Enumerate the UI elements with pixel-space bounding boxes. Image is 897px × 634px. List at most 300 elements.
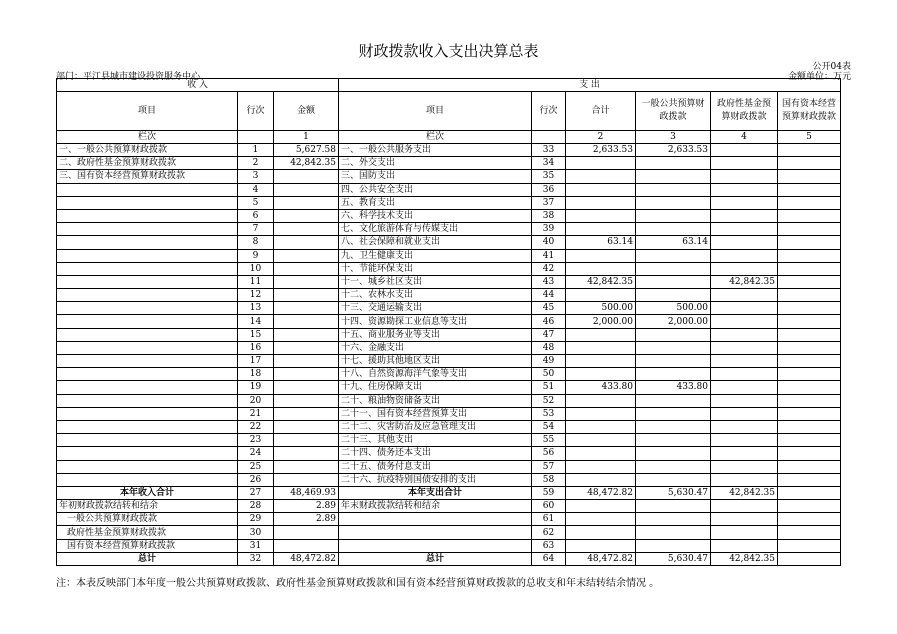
cell-in-item: 本年收入合计 [57,486,238,499]
cell-ex-item [339,513,532,526]
cell-in-amt [274,526,339,539]
cell-in-item [57,249,238,262]
cell-fund [711,249,778,262]
cell-ex-item: 十九、住房保障支出 [339,381,532,394]
table-row [57,447,841,460]
cell-general: 433.80 [636,381,711,394]
cell-state [778,275,841,288]
cell-in-no: 3 [238,170,274,183]
cell-total: 433.80 [566,381,636,394]
cell-in-no: 11 [238,275,274,288]
cell-in-amt [274,209,339,222]
cell-in-amt [274,460,339,473]
cell-general [636,170,711,183]
cell-state [778,539,841,552]
cell-state [778,513,841,526]
table-row [57,381,841,394]
cell-ex-no: 41 [532,249,566,262]
cell-ex-item: 五、教育支出 [339,196,532,209]
cell-total [566,434,636,447]
cell-in-no: 12 [238,289,274,302]
cell-ex-item: 四、公共安全支出 [339,183,532,196]
cell-in-no: 7 [238,223,274,236]
cell-ex-item: 十一、城乡社区支出 [339,275,532,288]
cell-ex-no: 44 [532,289,566,302]
cell-fund [711,328,778,341]
cell-in-no: 31 [238,539,274,552]
cell-in-item [57,394,238,407]
cell-fund [711,420,778,433]
cell-total: 48,472.82 [566,552,636,565]
cell-state [778,328,841,341]
cell-in-no: 6 [238,209,274,222]
expense-line-header: 行次 [532,92,566,131]
fund-budget-header: 政府性基金预算财政拨款 [711,92,778,131]
cell-state [778,473,841,486]
column-header-row [57,92,841,131]
expense-section-header: 支 出 [339,79,841,92]
form-number: 公开04表 [812,62,851,72]
cell-in-item [57,447,238,460]
cell-ex-no: 57 [532,460,566,473]
cell-fund [711,473,778,486]
cell-ex-item: 十五、商业服务业等支出 [339,328,532,341]
section-header-row [57,79,841,92]
cell-ex-no: 64 [532,552,566,565]
cell-general [636,289,711,302]
cell-fund [711,144,778,157]
cell-general [636,328,711,341]
cell-in-no: 32 [238,552,274,565]
cell-in-amt [274,302,339,315]
cell-total [566,223,636,236]
cell-fund [711,539,778,552]
cell-ex-item: 总计 [339,552,532,565]
cell-in-amt [274,236,339,249]
income-line-header: 行次 [238,92,274,131]
cell-ex-item: 二十一、国有资本经营预算支出 [339,407,532,420]
footnote: 注：本表反映部门本年度一般公共预算财政拨款、政府性基金预算财政拨款和国有资本经营预算财政拨款的总收支和年末结转结余情况 。 [56,578,660,589]
cell-ex-item: 十七、援助其他地区支出 [339,355,532,368]
cell-general [636,196,711,209]
cell-ex-item [339,539,532,552]
cell-ex-no: 49 [532,355,566,368]
cell-in-no: 18 [238,368,274,381]
cell-in-item: 一般公共预算财政拨款 [57,513,238,526]
table-row [57,157,841,170]
cell-total [566,394,636,407]
cell-in-item [57,473,238,486]
cell-in-amt: 2.89 [274,513,339,526]
table-row [57,183,841,196]
cell-in-amt [274,407,339,420]
cell-in-amt [274,223,339,236]
cell-ex-item: 十三、交通运输支出 [339,302,532,315]
cell-state [778,526,841,539]
cell-in-amt: 48,472.82 [274,552,339,565]
cell-fund [711,262,778,275]
cell-general [636,473,711,486]
table-row [57,434,841,447]
cell-in-item [57,381,238,394]
cell-fund [711,315,778,328]
cell-general [636,407,711,420]
cell-ex-no: 54 [532,420,566,433]
cell-state [778,407,841,420]
cell-in-amt [274,420,339,433]
cell-state [778,223,841,236]
table-row [57,368,841,381]
table-row [57,262,841,275]
cell-general [636,447,711,460]
table-row [57,420,841,433]
cell-total [566,539,636,552]
cell-ex-no: 43 [532,275,566,288]
cell-state [778,183,841,196]
cell-fund [711,447,778,460]
cell-in-item: 年初财政拨款结转和结余 [57,500,238,513]
cell-ex-no: 51 [532,381,566,394]
cell-in-item [57,407,238,420]
cell-in-no: 2 [238,157,274,170]
cell-in-item: 三、国有资本经营预算财政拨款 [57,170,238,183]
cell-total [566,328,636,341]
income-section-header: 收 入 [57,79,339,92]
cell-in-no: 14 [238,315,274,328]
cell-ex-item: 十六、金融支出 [339,341,532,354]
cell-in-no: 29 [238,513,274,526]
cell-total: 2,633.53 [566,144,636,157]
income-amount-header: 金额 [274,92,339,131]
cell-ex-no: 48 [532,341,566,354]
cell-state [778,355,841,368]
cell-ex-no: 36 [532,183,566,196]
cell-fund [711,183,778,196]
cell-in-amt [274,249,339,262]
cell-in-amt [274,539,339,552]
cell-total [566,473,636,486]
cell-fund [711,513,778,526]
cell-total [566,289,636,302]
cell-total [566,447,636,460]
cell-fund [711,434,778,447]
cell-general [636,341,711,354]
cell-ex-item: 二十三、其他支出 [339,434,532,447]
cell-in-no: 4 [238,183,274,196]
cell-in-no: 22 [238,420,274,433]
cell-ex-no: 37 [532,196,566,209]
cell-in-item [57,209,238,222]
cell-in-no: 10 [238,262,274,275]
cell-in-no: 1 [238,144,274,157]
cell-fund: 42,842.35 [711,486,778,499]
cell-fund [711,223,778,236]
summary-row [57,526,841,539]
cell-in-item [57,341,238,354]
cell-in-no: 17 [238,355,274,368]
cell-fund [711,355,778,368]
summary-row [57,500,841,513]
income-item-header: 项目 [57,92,238,131]
cell-in-item: 一、一般公共预算财政拨款 [57,144,238,157]
cell-state [778,500,841,513]
cell-in-no: 27 [238,486,274,499]
summary-row [57,539,841,552]
cell-in-no: 9 [238,249,274,262]
table-row [57,302,841,315]
cell-general [636,513,711,526]
summary-row [57,513,841,526]
cell-state [778,420,841,433]
table-row [57,328,841,341]
cell-fund [711,394,778,407]
cell-ex-no: 33 [532,144,566,157]
table-row [57,473,841,486]
cell-general: 5,630.47 [636,486,711,499]
cell-in-item [57,460,238,473]
summary-row [57,486,841,499]
cell-ex-no: 46 [532,315,566,328]
cell-in-no: 20 [238,394,274,407]
cell-ex-item: 六、科学技术支出 [339,209,532,222]
summary-row [57,552,841,565]
cell-ex-item: 二十二、灾害防治及应急管理支出 [339,420,532,433]
cell-general [636,500,711,513]
cell-general [636,157,711,170]
cell-total: 48,472.82 [566,486,636,499]
cell-ex-no: 63 [532,539,566,552]
cell-ex-no: 60 [532,500,566,513]
department-label: 部门：平江县城市建设投资服务中心 [56,72,201,82]
cell-ex-item: 二、外交支出 [339,157,532,170]
cell-in-amt: 42,842.35 [274,157,339,170]
cell-fund [711,302,778,315]
cell-in-no: 28 [238,500,274,513]
cell-in-amt [274,355,339,368]
cell-ex-no: 52 [532,394,566,407]
cell-ex-no: 62 [532,526,566,539]
cell-in-item [57,420,238,433]
cell-fund [711,157,778,170]
column-number-row [57,131,841,144]
cell-in-item [57,355,238,368]
cell-in-item [57,262,238,275]
cell-in-amt: 48,469.93 [274,486,339,499]
table-row [57,144,841,157]
cell-general [636,368,711,381]
cell-in-no: 15 [238,328,274,341]
cell-in-item: 二、政府性基金预算财政拨款 [57,157,238,170]
cell-in-item [57,434,238,447]
cell-total [566,420,636,433]
cell-fund [711,500,778,513]
table-row [57,236,841,249]
cell-in-item [57,368,238,381]
cell-total: 42,842.35 [566,275,636,288]
cell-in-amt [274,394,339,407]
col-number-3: 3 [636,131,711,144]
cell-general: 5,630.47 [636,552,711,565]
cell-ex-no: 61 [532,513,566,526]
cell-in-item [57,275,238,288]
cell-state [778,157,841,170]
cell-total [566,513,636,526]
table-row [57,460,841,473]
cell-ex-no: 55 [532,434,566,447]
cell-in-amt [274,183,339,196]
income-column-label: 栏次 [57,131,238,144]
cell-in-item [57,302,238,315]
cell-in-no: 16 [238,341,274,354]
col-number-5: 5 [778,131,841,144]
cell-in-item [57,328,238,341]
cell-general: 63.14 [636,236,711,249]
cell-fund [711,407,778,420]
cell-in-item [57,289,238,302]
cell-total [566,460,636,473]
cell-ex-item: 三、国防支出 [339,170,532,183]
cell-in-item [57,183,238,196]
cell-general: 500.00 [636,302,711,315]
cell-total: 500.00 [566,302,636,315]
cell-in-no: 19 [238,381,274,394]
cell-general [636,262,711,275]
cell-in-amt: 5,627.58 [274,144,339,157]
cell-in-no: 21 [238,407,274,420]
cell-fund [711,170,778,183]
cell-total [566,368,636,381]
budget-table [56,78,841,566]
cell-general [636,460,711,473]
cell-in-amt [274,434,339,447]
cell-fund: 42,842.35 [711,552,778,565]
cell-in-no: 25 [238,460,274,473]
cell-total [566,196,636,209]
cell-state [778,341,841,354]
cell-total [566,183,636,196]
cell-ex-no: 42 [532,262,566,275]
cell-in-no: 24 [238,447,274,460]
cell-in-amt [274,196,339,209]
cell-total [566,249,636,262]
cell-state [778,381,841,394]
table-row [57,341,841,354]
cell-total [566,262,636,275]
cell-in-no: 13 [238,302,274,315]
cell-ex-item: 九、卫生健康支出 [339,249,532,262]
cell-ex-item: 十四、资源勘探工业信息等支出 [339,315,532,328]
cell-ex-item: 十八、自然资源海洋气象等支出 [339,368,532,381]
cell-state [778,289,841,302]
table-row [57,170,841,183]
cell-general [636,183,711,196]
col-number-1: 1 [274,131,339,144]
cell-fund [711,381,778,394]
cell-total [566,355,636,368]
cell-in-amt [274,289,339,302]
cell-state [778,209,841,222]
cell-in-amt [274,315,339,328]
cell-state [778,460,841,473]
cell-state [778,144,841,157]
cell-in-amt [274,275,339,288]
cell-ex-item: 七、文化旅游体育与传媒支出 [339,223,532,236]
cell-in-no: 23 [238,434,274,447]
cell-total [566,407,636,420]
cell-total: 63.14 [566,236,636,249]
cell-in-item [57,223,238,236]
expense-column-label: 栏次 [339,131,532,144]
cell-ex-item: 本年支出合计 [339,486,532,499]
cell-state [778,196,841,209]
cell-in-amt: 2.89 [274,500,339,513]
table-row [57,223,841,236]
cell-in-amt [274,170,339,183]
cell-ex-no: 59 [532,486,566,499]
page-title: 财政拨款收入支出决算总表 [358,42,539,60]
cell-general [636,223,711,236]
cell-fund [711,289,778,302]
cell-in-no: 30 [238,526,274,539]
cell-fund [711,196,778,209]
table-row [57,275,841,288]
cell-ex-no: 45 [532,302,566,315]
cell-fund [711,526,778,539]
cell-ex-item: 八、社会保障和就业支出 [339,236,532,249]
cell-ex-item: 一、一般公共服务支出 [339,144,532,157]
cell-total: 2,000.00 [566,315,636,328]
cell-ex-no: 56 [532,447,566,460]
cell-ex-item: 十、节能环保支出 [339,262,532,275]
cell-state [778,368,841,381]
cell-general [636,249,711,262]
cell-ex-no: 38 [532,209,566,222]
cell-state [778,315,841,328]
cell-ex-no: 35 [532,170,566,183]
cell-fund [711,236,778,249]
cell-in-amt [274,447,339,460]
total-header: 合计 [566,92,636,131]
cell-ex-no: 34 [532,157,566,170]
table-row [57,249,841,262]
cell-in-amt [274,381,339,394]
cell-fund [711,368,778,381]
cell-ex-no: 39 [532,223,566,236]
table-row [57,394,841,407]
cell-general [636,420,711,433]
cell-fund [711,460,778,473]
cell-in-item: 政府性基金预算财政拨款 [57,526,238,539]
cell-total [566,500,636,513]
cell-general [636,539,711,552]
cell-in-no: 8 [238,236,274,249]
cell-in-amt [274,368,339,381]
cell-total [566,157,636,170]
cell-general [636,209,711,222]
cell-ex-item: 二十、粮油物资储备支出 [339,394,532,407]
cell-ex-no: 53 [532,407,566,420]
expense-item-header: 项目 [339,92,532,131]
cell-state [778,302,841,315]
cell-state [778,236,841,249]
cell-state [778,486,841,499]
cell-in-no: 5 [238,196,274,209]
cell-state [778,170,841,183]
cell-ex-item: 年末财政拨款结转和结余 [339,500,532,513]
general-budget-header: 一般公共预算财政拨款 [636,92,711,131]
cell-ex-no: 50 [532,368,566,381]
cell-state [778,394,841,407]
